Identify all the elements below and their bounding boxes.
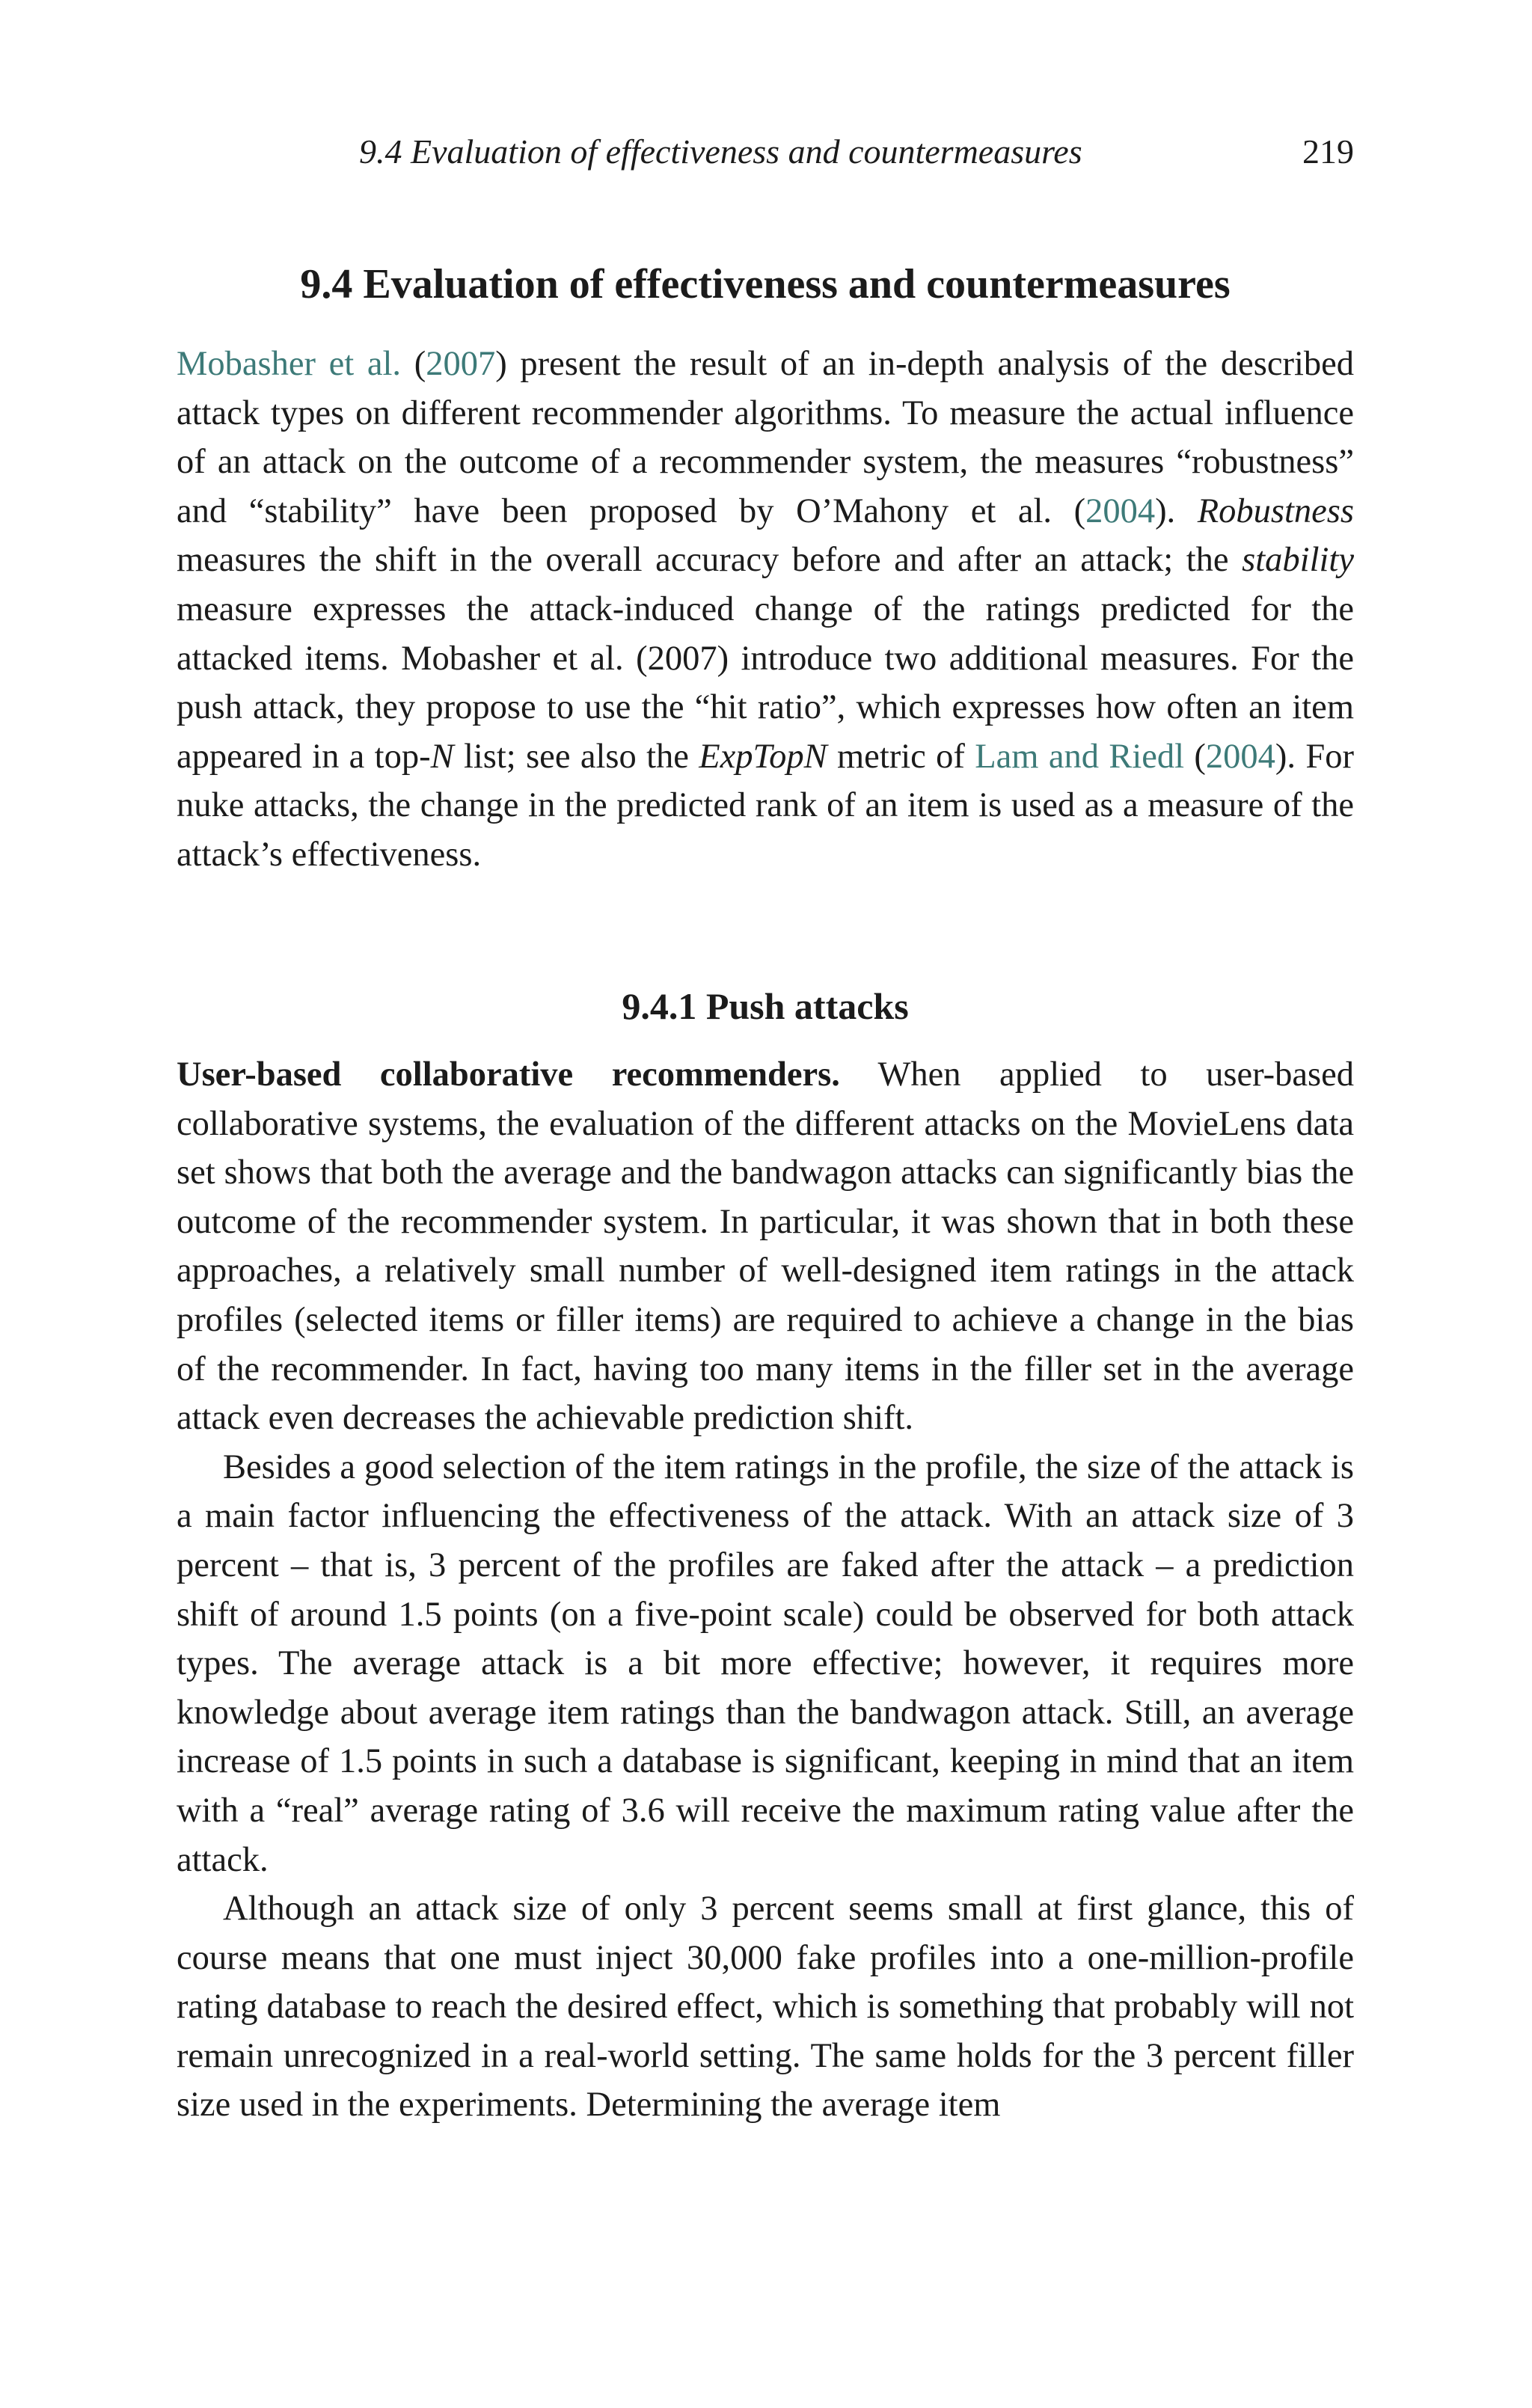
citation-year-lam-riedl[interactable]: 2004 <box>1205 737 1275 776</box>
term-robustness: Robustness <box>1197 491 1354 530</box>
push-attacks-body <box>177 1050 1354 2130</box>
citation-link-mobasher[interactable]: Mobasher et al. <box>177 345 402 383</box>
push-paragraph-3: Although an attack size of only 3 percent seems small at first glance, this of course means that one must inject 30,000 fake profiles into a one-million-profile rating database to reach the desired effect, which is something that probably will not remain unrecognized in a real-world setting. The same holds for the 3 percent filler size used in the experiments. Determining the average item <box>177 1890 1354 2124</box>
citation-link-lam-riedl[interactable]: Lam and Riedl <box>975 737 1185 776</box>
term-exptopn: ExpTopN <box>699 737 827 776</box>
page-number: 219 <box>1302 132 1354 171</box>
push-paragraph-1-text: When applied to user-based collaborative systems, the evaluation of the different attacks on the MovieLens data set shows that both the average and the bandwagon attacks can significantly bias the outcome of the recommender system. In particular, it was shown that in both these approaches, a relatively small number of well-designed item ratings in the attack profiles (selected items or filler items) are required to achieve a change in the bias of the recommender. In fact, having too many items in the filler set in the average attack even decreases the achievable prediction shift. <box>177 1056 1354 1438</box>
intro-paragraph <box>177 340 1354 880</box>
push-paragraph-1 <box>177 1050 1354 1443</box>
intro-text-1: present the result of an in-depth analysis of the described attack types on different recommender algorithms. To measure the actual influence of an attack on the outcome of a recommender system, the measures “robustness” and “stability” have been proposed by O’Mahony et al. ( <box>177 345 1354 530</box>
running-head <box>359 126 1354 178</box>
term-n: N <box>430 737 454 776</box>
running-head-title: 9.4 Evaluation of effectiveness and countermeasures <box>359 132 1082 171</box>
intro-text: Mobasher et al. (2007) present the result of an in-depth analysis of the described attack types on different recommender algorithms. To measure the actual influence of an attack on the outcome of a recommender system, the measures “robustness” and “stability” have been proposed by O’Mahony et al. (2004). Robustness measures the shift in the overall accuracy before and after an attack; the stability measure expresses the attack-induced change of the ratings predicted for the attacked items. Mobasher et al. (2007) introduce two additional measures. For the push attack, they propose to use the “hit ratio”, which expresses how often an item appeared in a top-N list; see also the ExpTopN metric of Lam and Riedl (2004). For nuke attacks, the change in the predicted rank of an item is used as a measure of the attack’s effectiveness. <box>177 345 1354 874</box>
run-in-heading: User-based collaborative recommenders. <box>177 1056 840 1094</box>
intro-text-8: ). For nuke attacks, the change in the predicted rank of an item is used as a measure of the attack’s effectiveness. <box>177 737 1354 874</box>
intro-text-5: list; see also the <box>453 737 699 776</box>
citation-year-omahony[interactable]: 2004 <box>1085 491 1156 530</box>
intro-text-6: metric of <box>827 737 975 776</box>
push-paragraph-2: Besides a good selection of the item ratings in the profile, the size of the attack is a main factor influencing the effectiveness of the attack. With an attack size of 3 percent – that is, 3 percent of the profiles are faked after the attack – a prediction shift of around 1.5 points (on a five-point scale) could be observed for both attack types. The average attack is a bit more effective; however, it requires more knowledge about average item ratings than the bandwagon attack. Still, an average increase of 1.5 points in such a database is significant, keeping in mind that an item with a “real” average rating of 3.6 will receive the maximum rating value after the attack. <box>177 1447 1354 1879</box>
intro-text-4: measure expresses the attack-induced change of the ratings predicted for the attacked items. Mobasher et al. (2007) introduce two additional measures. For the push attack, they propose to use the “hit ratio”, which expresses how often an item appeared in a top- <box>177 589 1354 776</box>
intro-text-2: ). <box>1155 491 1198 530</box>
section-heading: 9.4 Evaluation of effectiveness and countermeasures <box>300 261 1231 307</box>
intro-text-7: ( <box>1184 737 1206 776</box>
intro-text-3: measures the shift in the overall accuracy before and after an attack; the <box>177 541 1243 580</box>
citation-year-mobasher[interactable]: 2007 <box>426 345 496 383</box>
subsection-heading: 9.4.1 Push attacks <box>622 985 909 1027</box>
term-stability: stability <box>1242 541 1354 580</box>
